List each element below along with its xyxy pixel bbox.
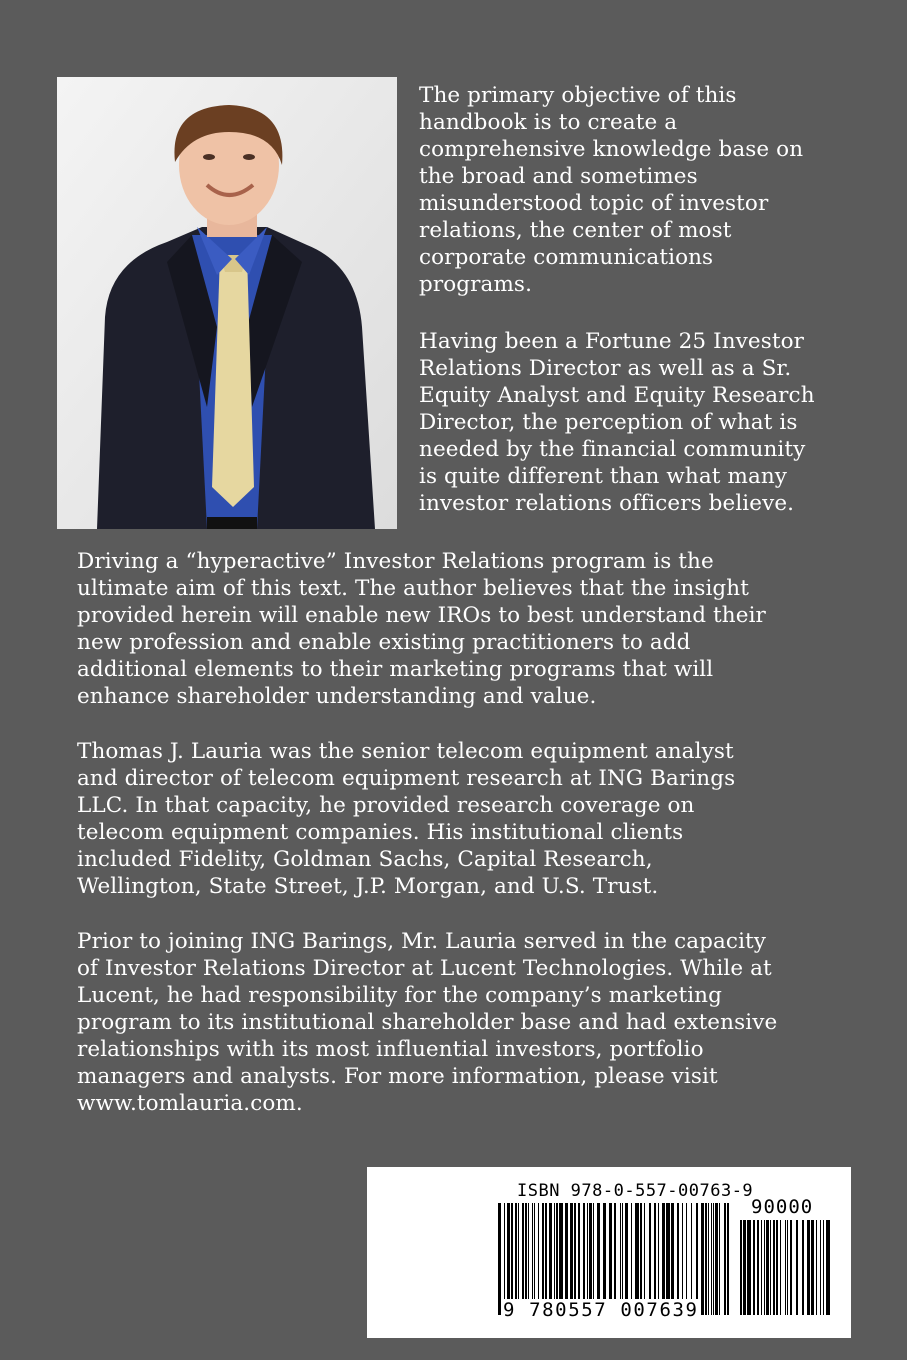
barcode-bar	[711, 1203, 712, 1315]
isbn-number: ISBN 978-0-557-00763-9	[517, 1181, 754, 1201]
author-photo	[57, 77, 397, 529]
addon-barcode-bars	[740, 1220, 832, 1315]
author-portrait	[57, 77, 397, 529]
barcode-bar	[780, 1220, 781, 1315]
price-addon-number: 90000	[751, 1196, 814, 1218]
barcode-bar	[776, 1220, 778, 1315]
barcode-bar	[790, 1220, 792, 1315]
barcode-bar	[787, 1220, 788, 1315]
barcode-bar	[724, 1203, 726, 1315]
barcode-bar	[719, 1203, 720, 1315]
barcode-bar	[764, 1220, 765, 1315]
aim-paragraph: Driving a “hyperactive” Investor Relations program is the ultimate aim of this text. The author believes that the insight provided herein will enable new IROs to best understand their new profession and enable existing practitioners to add additional elements to their marketing programs that will enhance shareholder understanding and value.	[77, 549, 766, 709]
barcode-bar	[807, 1220, 810, 1315]
barcode-bar	[727, 1203, 729, 1315]
barcode-bar	[811, 1220, 814, 1315]
barcode-bar	[796, 1220, 798, 1315]
barcode-bar	[715, 1203, 718, 1315]
barcode-bar	[757, 1220, 759, 1315]
barcode-bar	[766, 1220, 769, 1315]
intro-paragraph: The primary objective of this handbook is to create a comprehensive knowledge base on the broad and sometimes misunderstood topic of investor relations, the center of most corporate communications programs.	[419, 83, 804, 297]
barcode-bar	[802, 1220, 804, 1315]
barcode-bar	[826, 1220, 830, 1315]
barcode-bar	[705, 1203, 707, 1315]
barcode-bar	[747, 1220, 751, 1315]
barcode-bar	[820, 1220, 821, 1315]
barcode-bar	[713, 1203, 714, 1315]
barcode-bar	[743, 1220, 746, 1315]
isbn-barcode	[367, 1167, 851, 1338]
barcode-bar	[701, 1203, 704, 1315]
barcode-bar	[773, 1220, 775, 1315]
experience-paragraph: Having been a Fortune 25 Investor Relations Director as well as a Sr. Equity Analyst and Equity Research Director, the perception of what is needed by the financial community is quite different than what many investor relations officers believe.	[419, 329, 815, 516]
barcode-bar	[761, 1220, 762, 1315]
barcode-bar	[770, 1220, 771, 1315]
author-bio-paragraph: Thomas J. Lauria was the senior telecom equipment analyst and director of telecom equipment research at ING Barings LLC. In that capacity, he provided research coverage on telecom equipment companies. His institutional clients included Fidelity, Goldman Sachs, Capital Research, Wellington, State Street, J.P. Morgan, and U.S. Trust.	[77, 739, 736, 899]
barcode-bar	[708, 1203, 709, 1315]
barcode-bar	[816, 1220, 817, 1315]
prior-role-paragraph: Prior to joining ING Barings, Mr. Lauria served in the capacity of Investor Relations Director at Lucent Technologies. While at Lucent, he had responsibility for the company’s marketing program to its institutional shareholder base and had extensive relationships with its most influential investors, portfolio managers and analysts. For more information, please visit www.tomlauria.com.	[77, 929, 778, 1116]
barcode-bar	[740, 1220, 742, 1315]
ean-number: 9 780557 007639	[503, 1299, 699, 1321]
barcode-bar	[823, 1220, 824, 1315]
barcode-bar	[753, 1220, 755, 1315]
barcode-bar	[785, 1220, 786, 1315]
